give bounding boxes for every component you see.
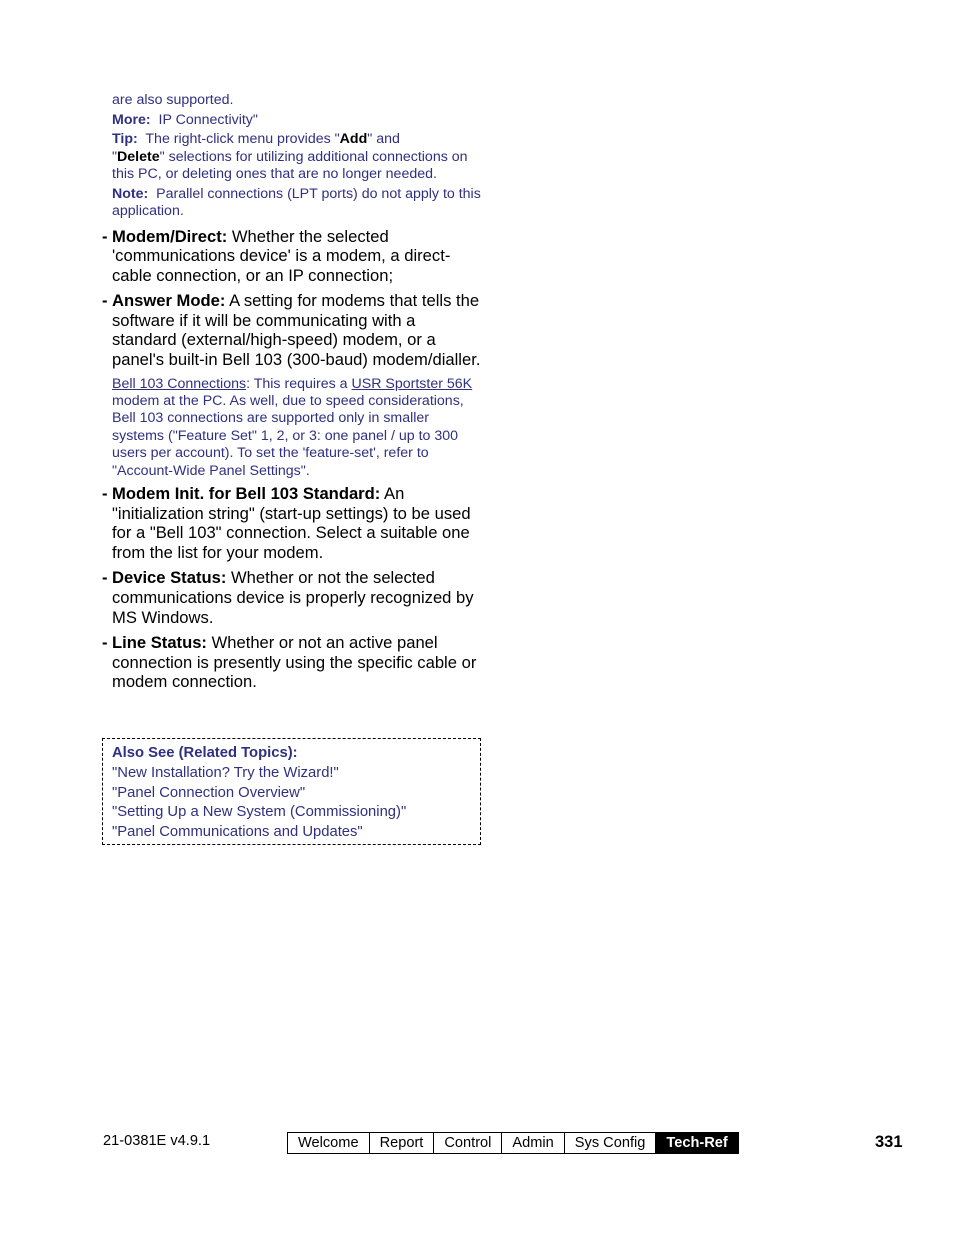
page-number: 331 bbox=[875, 1133, 903, 1151]
tab-welcome[interactable]: Welcome bbox=[288, 1133, 370, 1153]
main-column bbox=[102, 92, 482, 698]
bullet-line-status: - Line Status: Whether or not an active panel connection is presently using the specific cable or modem connection. bbox=[102, 633, 477, 692]
more-note bbox=[112, 112, 482, 130]
tab-control[interactable]: Control bbox=[434, 1133, 502, 1153]
tip-note: Tip: The right-click menu provides "Add" and "Delete" selections for utilizing additional connections on this PC, or deleting ones that are no longer needed. bbox=[112, 131, 468, 182]
see-also-heading: Also See (Related Topics): bbox=[112, 745, 298, 761]
bullet-modem-init: - Modem Init. for Bell 103 Standard: An "initialization string" (start-up settings) to be used for a "Bell 103" connection. Select a suitable one from the list for your modem. bbox=[102, 484, 471, 562]
usr-sportster-link[interactable]: USR Sportster 56K bbox=[351, 375, 473, 392]
bullet-label: Modem/Direct: bbox=[112, 226, 228, 246]
bullet-label: Modem Init. for Bell 103 Standard: bbox=[112, 484, 381, 504]
document-id: 21-0381E v4.9.1 bbox=[103, 1133, 211, 1149]
tab-admin[interactable]: Admin bbox=[502, 1133, 564, 1153]
tab-tech-ref[interactable]: Tech-Ref bbox=[656, 1133, 737, 1153]
bell-103-note: Bell 103 Connections: This requires a USR Sportster 56K modem at the PC. As well, due to speed considerations, Bell 103 connections are supported only in smaller systems ("Feature Set" 1, 2, or 3: one panel / up to 300 users per account). To set the 'feature-set', refer to "Account-Wide Panel Settings". bbox=[112, 375, 473, 479]
lpt-note: Note: Parallel connections (LPT ports) do not apply to this application. bbox=[112, 185, 481, 219]
see-also-box bbox=[102, 738, 481, 845]
tab-sys-config[interactable]: Sys Config bbox=[565, 1133, 657, 1153]
bullet-label: Device Status: bbox=[112, 568, 227, 588]
tip-delete: Delete bbox=[117, 148, 160, 165]
bullet-answer-mode: - Answer Mode: A setting for modems that tells the software if it will be communicating with a standard (external/high-speed) modem, or a panel's built-in Bell 103 (300-baud) modem/dialler. bbox=[102, 291, 481, 370]
note-label: Note: bbox=[112, 185, 149, 202]
bullet-label: Line Status: bbox=[112, 633, 207, 653]
more-link[interactable]: IP Connectivity" bbox=[158, 111, 258, 128]
bullet-label: Answer Mode: bbox=[112, 291, 226, 311]
see-also-link[interactable]: "Panel Connection Overview" bbox=[112, 784, 306, 801]
more-label: More: bbox=[112, 111, 151, 128]
see-also-link[interactable]: "New Installation? Try the Wizard!" bbox=[112, 764, 339, 781]
section-tabs bbox=[287, 1132, 739, 1154]
supported-line: are also supported. bbox=[112, 92, 234, 108]
tab-report[interactable]: Report bbox=[370, 1133, 435, 1153]
bullet-device-status: - Device Status: Whether or not the selected communications device is properly recognized by MS Windows. bbox=[102, 568, 474, 627]
bell-103-link[interactable]: Bell 103 Connections bbox=[112, 375, 247, 392]
see-also-link[interactable]: "Panel Communications and Updates" bbox=[112, 824, 363, 841]
see-also-link[interactable]: "Setting Up a New System (Commissioning)" bbox=[112, 804, 407, 821]
tip-add: Add bbox=[339, 131, 368, 147]
bullet-modem-direct: - Modem/Direct: Whether the selected 'communications device' is a modem, a direct-cable connection, or an IP connection; bbox=[102, 226, 451, 285]
tip-label: Tip: bbox=[112, 131, 138, 147]
